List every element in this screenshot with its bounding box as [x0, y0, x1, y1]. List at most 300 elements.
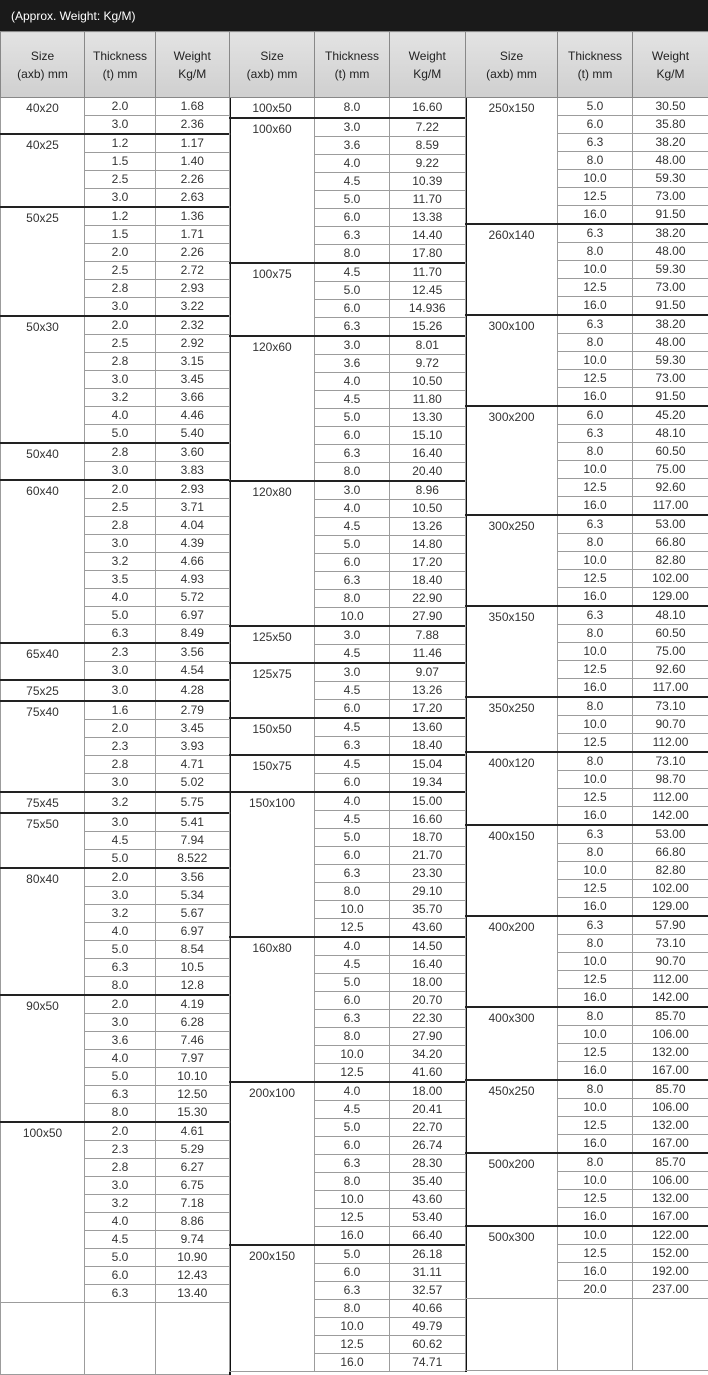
weight-cell: 167.00 — [633, 1208, 708, 1227]
weight-cell: 10.5 — [156, 959, 230, 977]
table-row — [1, 98, 230, 116]
thickness-cell: 12.5 — [558, 661, 633, 679]
weight-cell: 6.97 — [156, 923, 230, 941]
weight-cell: 9.72 — [390, 355, 466, 373]
thickness-cell: 8.0 — [558, 1153, 633, 1172]
weight-cell: 48.00 — [633, 243, 708, 261]
thickness-cell: 2.0 — [85, 868, 156, 887]
weight-cell: 132.00 — [633, 1117, 708, 1135]
thickness-cell: 10.0 — [558, 643, 633, 661]
thickness-cell: 3.0 — [85, 535, 156, 553]
weight-cell: 82.80 — [633, 862, 708, 880]
thickness-cell: 6.3 — [85, 1086, 156, 1104]
thickness-cell: 10.0 — [315, 1318, 390, 1336]
weight-cell: 11.46 — [390, 645, 466, 664]
size-cell: 100x50 — [1, 1122, 85, 1303]
thickness-cell: 6.3 — [558, 606, 633, 625]
thickness-cell: 2.5 — [85, 171, 156, 189]
weight-cell: 6.75 — [156, 1177, 230, 1195]
thickness-cell: 1.2 — [85, 134, 156, 153]
weight-cell: 7.88 — [390, 626, 466, 645]
thickness-cell: 4.5 — [315, 518, 390, 536]
thickness-cell: 3.2 — [85, 1195, 156, 1213]
thickness-cell: 8.0 — [85, 1104, 156, 1123]
weight-cell: 15.10 — [390, 427, 466, 445]
size-cell: 350x250 — [466, 697, 558, 752]
weight-cell: 38.20 — [633, 134, 708, 152]
thickness-cell: 20.0 — [558, 1281, 633, 1299]
weight-cell: 2.72 — [156, 262, 230, 280]
thickness-cell: 4.0 — [85, 1050, 156, 1068]
thickness-cell: 10.0 — [558, 1172, 633, 1190]
thickness-cell: 8.0 — [558, 625, 633, 643]
thickness-cell: 2.3 — [85, 643, 156, 662]
weight-cell: 3.71 — [156, 499, 230, 517]
weight-cell: 48.00 — [633, 152, 708, 170]
thickness-cell: 5.0 — [315, 191, 390, 209]
size-cell: 400x300 — [466, 1007, 558, 1080]
weight-cell: 2.36 — [156, 116, 230, 135]
weight-cell: 5.75 — [156, 792, 230, 813]
thickness-cell: 8.0 — [558, 844, 633, 862]
thickness-cell: 2.8 — [85, 1159, 156, 1177]
thickness-cell: 1.2 — [85, 207, 156, 226]
weight-cell: 38.20 — [633, 315, 708, 334]
weight-cell: 22.30 — [390, 1010, 466, 1028]
weight-cell: 2.93 — [156, 480, 230, 499]
thickness-cell: 12.5 — [558, 479, 633, 497]
weight-cell: 35.80 — [633, 116, 708, 134]
thickness-cell: 16.0 — [558, 807, 633, 826]
weight-cell: 2.26 — [156, 244, 230, 262]
weight-table-2 — [229, 31, 467, 1372]
weight-cell: 13.38 — [390, 209, 466, 227]
weight-cell: 7.97 — [156, 1050, 230, 1068]
thickness-cell: 12.5 — [558, 1245, 633, 1263]
thickness-cell: 3.0 — [85, 116, 156, 135]
thickness-cell: 3.2 — [85, 905, 156, 923]
thickness-cell: 4.5 — [315, 645, 390, 664]
weight-cell: 2.26 — [156, 171, 230, 189]
weight-cell: 98.70 — [633, 771, 708, 789]
thickness-cell: 10.0 — [315, 1046, 390, 1064]
weight-cell: 82.80 — [633, 552, 708, 570]
thickness-cell: 4.5 — [315, 718, 390, 737]
size-cell: 100x60 — [230, 118, 315, 263]
weight-cell: 15.04 — [390, 755, 466, 774]
weight-cell: 85.70 — [633, 1153, 708, 1172]
weight-cell: 38.20 — [633, 224, 708, 243]
weight-cell: 74.71 — [390, 1354, 466, 1372]
header-row — [466, 32, 708, 98]
size-cell: 120x60 — [230, 336, 315, 481]
thickness-cell: 6.3 — [315, 737, 390, 756]
weight-cell: 60.62 — [390, 1336, 466, 1354]
weight-cell: 4.71 — [156, 756, 230, 774]
thickness-cell: 2.3 — [85, 1141, 156, 1159]
table-row — [1, 480, 230, 499]
thickness-cell: 8.0 — [558, 1007, 633, 1026]
thickness-cell: 10.0 — [558, 1226, 633, 1245]
size-cell: 75x45 — [1, 792, 85, 813]
size-cell: 350x150 — [466, 606, 558, 697]
weight-cell: 167.00 — [633, 1135, 708, 1154]
weight-cell: 2.79 — [156, 701, 230, 720]
thickness-cell: 8.0 — [558, 935, 633, 953]
table-row — [466, 1007, 708, 1026]
weight-cell: 12.45 — [390, 282, 466, 300]
weight-cell: 11.80 — [390, 391, 466, 409]
table-row — [1, 868, 230, 887]
weight-cell: 142.00 — [633, 989, 708, 1008]
size-cell: 300x250 — [466, 515, 558, 606]
weight-cell: 3.83 — [156, 462, 230, 481]
weight-cell: 5.34 — [156, 887, 230, 905]
weight-cell: 73.00 — [633, 370, 708, 388]
weight-cell: 32.57 — [390, 1282, 466, 1300]
weight-cell: 26.74 — [390, 1137, 466, 1155]
thickness-header: Thickness (t) mm — [558, 32, 633, 98]
thickness-cell: 5.0 — [85, 941, 156, 959]
weight-cell: 59.30 — [633, 170, 708, 188]
thickness-cell: 16.0 — [558, 898, 633, 917]
weight-cell: 73.10 — [633, 935, 708, 953]
weight-cell: 4.66 — [156, 553, 230, 571]
weight-cell: 8.49 — [156, 625, 230, 644]
weight-cell: 20.41 — [390, 1101, 466, 1119]
size-cell: 80x40 — [1, 868, 85, 995]
thickness-cell: 16.0 — [558, 497, 633, 516]
thickness-cell: 10.0 — [558, 552, 633, 570]
weight-cell: 92.60 — [633, 661, 708, 679]
size-cell: 75x40 — [1, 701, 85, 792]
weight-cell: 3.56 — [156, 643, 230, 662]
size-cell: 150x50 — [230, 718, 315, 755]
weight-cell: 27.90 — [390, 1028, 466, 1046]
size-cell: 500x300 — [466, 1226, 558, 1299]
table-row — [466, 697, 708, 716]
thickness-cell: 2.5 — [85, 335, 156, 353]
thickness-cell: 12.5 — [558, 188, 633, 206]
weight-table-3 — [465, 31, 708, 1371]
thickness-cell: 5.0 — [85, 1249, 156, 1267]
size-cell: 40x25 — [1, 134, 85, 207]
weight-cell: 90.70 — [633, 953, 708, 971]
weight-cell: 75.00 — [633, 643, 708, 661]
thickness-cell: 6.0 — [315, 427, 390, 445]
empty-cell — [633, 1299, 708, 1371]
size-cell: 300x100 — [466, 315, 558, 406]
table-row — [230, 98, 466, 119]
empty-cell — [466, 1299, 558, 1371]
weight-cell: 8.86 — [156, 1213, 230, 1231]
table-row — [466, 406, 708, 425]
weight-cell: 90.70 — [633, 716, 708, 734]
empty-cell — [85, 1303, 156, 1375]
thickness-cell: 2.5 — [85, 499, 156, 517]
weight-cell: 12.8 — [156, 977, 230, 996]
weight-cell: 91.50 — [633, 206, 708, 225]
thickness-cell: 4.5 — [85, 1231, 156, 1249]
thickness-cell: 4.5 — [315, 811, 390, 829]
weight-cell: 49.79 — [390, 1318, 466, 1336]
weight-cell: 3.45 — [156, 371, 230, 389]
weight-cell: 53.40 — [390, 1209, 466, 1227]
weight-cell: 66.40 — [390, 1227, 466, 1246]
thickness-cell: 3.0 — [85, 774, 156, 793]
weight-cell: 129.00 — [633, 588, 708, 607]
thickness-cell: 4.0 — [315, 1082, 390, 1101]
thickness-cell: 3.0 — [85, 189, 156, 208]
weight-table-1 — [0, 31, 231, 1375]
empty-filler-row — [1, 1303, 230, 1375]
thickness-cell: 2.0 — [85, 720, 156, 738]
size-cell: 100x75 — [230, 263, 315, 336]
thickness-cell: 6.0 — [315, 700, 390, 719]
table-row — [466, 315, 708, 334]
weight-cell: 18.40 — [390, 737, 466, 756]
thickness-cell: 8.0 — [558, 152, 633, 170]
weight-cell: 57.90 — [633, 916, 708, 935]
weight-cell: 112.00 — [633, 789, 708, 807]
thickness-cell: 8.0 — [558, 243, 633, 261]
thickness-cell: 4.5 — [315, 1101, 390, 1119]
thickness-cell: 12.5 — [558, 789, 633, 807]
weight-cell: 10.10 — [156, 1068, 230, 1086]
table-row — [1, 813, 230, 832]
thickness-cell: 6.3 — [558, 425, 633, 443]
weight-cell: 15.30 — [156, 1104, 230, 1123]
thickness-cell: 6.3 — [558, 134, 633, 152]
weight-cell: 2.32 — [156, 316, 230, 335]
size-header: Size (axb) mm — [230, 32, 315, 98]
weight-cell: 43.60 — [390, 919, 466, 938]
weight-cell: 92.60 — [633, 479, 708, 497]
thickness-cell: 2.0 — [85, 480, 156, 499]
thickness-cell: 16.0 — [315, 1227, 390, 1246]
weight-cell: 18.00 — [390, 1082, 466, 1101]
weight-cell: 10.39 — [390, 173, 466, 191]
thickness-cell: 4.5 — [315, 682, 390, 700]
thickness-cell: 5.0 — [85, 425, 156, 444]
thickness-cell: 8.0 — [315, 245, 390, 264]
weight-cell: 59.30 — [633, 352, 708, 370]
thickness-cell: 6.0 — [85, 1267, 156, 1285]
thickness-cell: 8.0 — [315, 98, 390, 119]
thickness-cell: 4.5 — [315, 173, 390, 191]
thickness-cell: 8.0 — [558, 1080, 633, 1099]
thickness-cell: 6.0 — [558, 406, 633, 425]
thickness-cell: 2.8 — [85, 517, 156, 535]
thickness-cell: 8.0 — [315, 1028, 390, 1046]
weight-cell: 102.00 — [633, 570, 708, 588]
weight-cell: 106.00 — [633, 1172, 708, 1190]
weight-cell: 91.50 — [633, 388, 708, 407]
thickness-cell: 8.0 — [315, 590, 390, 608]
weight-cell: 112.00 — [633, 971, 708, 989]
size-cell: 100x50 — [230, 98, 315, 119]
weight-cell: 4.61 — [156, 1122, 230, 1141]
thickness-cell: 4.5 — [85, 832, 156, 850]
thickness-cell: 5.0 — [315, 536, 390, 554]
header-row — [1, 32, 230, 98]
weight-cell: 4.93 — [156, 571, 230, 589]
table-row — [1, 701, 230, 720]
weight-cell: 29.10 — [390, 883, 466, 901]
weight-cell: 8.522 — [156, 850, 230, 869]
weight-cell: 2.92 — [156, 335, 230, 353]
table-row — [230, 626, 466, 645]
weight-cell: 5.40 — [156, 425, 230, 444]
weight-cell: 129.00 — [633, 898, 708, 917]
weight-cell: 106.00 — [633, 1099, 708, 1117]
table-row — [230, 718, 466, 737]
weight-cell: 6.97 — [156, 607, 230, 625]
thickness-cell: 5.0 — [558, 98, 633, 116]
thickness-cell: 10.0 — [558, 1026, 633, 1044]
thickness-cell: 16.0 — [558, 1135, 633, 1154]
size-cell: 500x200 — [466, 1153, 558, 1226]
thickness-cell: 8.0 — [558, 752, 633, 771]
table-row — [1, 316, 230, 335]
weight-cell: 5.02 — [156, 774, 230, 793]
size-cell: 250x150 — [466, 98, 558, 225]
thickness-cell: 3.5 — [85, 571, 156, 589]
size-cell: 50x30 — [1, 316, 85, 443]
weight-cell: 2.63 — [156, 189, 230, 208]
weight-cell: 152.00 — [633, 1245, 708, 1263]
size-cell: 150x100 — [230, 792, 315, 937]
weight-cell: 91.50 — [633, 297, 708, 316]
weight-cell: 7.22 — [390, 118, 466, 137]
thickness-cell: 3.0 — [85, 662, 156, 681]
thickness-cell: 4.5 — [315, 956, 390, 974]
empty-cell — [558, 1299, 633, 1371]
thickness-cell: 12.5 — [558, 880, 633, 898]
thickness-cell: 10.0 — [315, 1191, 390, 1209]
weight-cell: 60.50 — [633, 443, 708, 461]
thickness-cell: 12.5 — [558, 734, 633, 753]
thickness-cell: 6.3 — [315, 865, 390, 883]
weight-cell: 16.60 — [390, 98, 466, 119]
thickness-cell: 6.3 — [558, 825, 633, 844]
thickness-cell: 6.3 — [315, 572, 390, 590]
table-row — [230, 792, 466, 811]
weight-cell: 18.00 — [390, 974, 466, 992]
thickness-cell: 10.0 — [558, 461, 633, 479]
size-cell: 160x80 — [230, 937, 315, 1082]
thickness-cell: 1.5 — [85, 226, 156, 244]
weight-cell: 45.20 — [633, 406, 708, 425]
thickness-header: Thickness (t) mm — [315, 32, 390, 98]
weight-cell: 16.40 — [390, 445, 466, 463]
weight-cell: 27.90 — [390, 608, 466, 627]
weight-cell: 4.19 — [156, 995, 230, 1014]
size-cell: 400x150 — [466, 825, 558, 916]
weight-cell: 2.93 — [156, 280, 230, 298]
weight-cell: 40.66 — [390, 1300, 466, 1318]
size-cell: 300x200 — [466, 406, 558, 515]
thickness-cell: 4.0 — [315, 500, 390, 518]
weight-cell: 48.10 — [633, 425, 708, 443]
weight-cell: 18.40 — [390, 572, 466, 590]
weight-cell: 10.50 — [390, 373, 466, 391]
weight-cell: 4.28 — [156, 680, 230, 701]
thickness-cell: 5.0 — [85, 1068, 156, 1086]
table-row — [466, 606, 708, 625]
table-row — [466, 1153, 708, 1172]
weight-cell: 6.28 — [156, 1014, 230, 1032]
thickness-cell: 12.5 — [558, 279, 633, 297]
weight-cell: 22.90 — [390, 590, 466, 608]
thickness-cell: 1.6 — [85, 701, 156, 720]
weight-note: (Approx. Weight: Kg/M) — [0, 0, 708, 31]
weight-cell: 1.17 — [156, 134, 230, 153]
weight-cell: 1.71 — [156, 226, 230, 244]
weight-cell: 13.30 — [390, 409, 466, 427]
table-row — [466, 98, 708, 116]
table-row — [1, 995, 230, 1014]
size-cell: 200x100 — [230, 1082, 315, 1245]
thickness-cell: 16.0 — [558, 1208, 633, 1227]
thickness-cell: 12.5 — [558, 971, 633, 989]
weight-cell: 4.04 — [156, 517, 230, 535]
size-cell: 400x200 — [466, 916, 558, 1007]
weight-cell: 117.00 — [633, 679, 708, 698]
weight-cell: 28.30 — [390, 1155, 466, 1173]
weight-cell: 8.54 — [156, 941, 230, 959]
thickness-cell: 8.0 — [315, 883, 390, 901]
size-cell: 450x250 — [466, 1080, 558, 1153]
thickness-cell: 5.0 — [85, 607, 156, 625]
table-row — [466, 515, 708, 534]
weight-cell: 35.70 — [390, 901, 466, 919]
thickness-cell: 16.0 — [558, 1062, 633, 1081]
weight-cell: 192.00 — [633, 1263, 708, 1281]
weight-cell: 5.72 — [156, 589, 230, 607]
weight-cell: 8.96 — [390, 481, 466, 500]
weight-cell: 73.00 — [633, 188, 708, 206]
thickness-cell: 6.0 — [315, 554, 390, 572]
thickness-cell: 10.0 — [558, 716, 633, 734]
thickness-cell: 6.0 — [315, 209, 390, 227]
weight-cell: 9.07 — [390, 663, 466, 682]
thickness-cell: 3.0 — [85, 1014, 156, 1032]
weight-cell: 66.80 — [633, 844, 708, 862]
weight-cell: 4.54 — [156, 662, 230, 681]
table-row — [1, 680, 230, 701]
thickness-cell: 3.0 — [85, 813, 156, 832]
thickness-cell: 3.0 — [315, 626, 390, 645]
weight-cell: 1.68 — [156, 98, 230, 116]
weight-cell: 17.80 — [390, 245, 466, 264]
table-row — [230, 263, 466, 282]
weight-cell: 48.00 — [633, 334, 708, 352]
size-cell: 50x40 — [1, 443, 85, 480]
weight-cell: 106.00 — [633, 1026, 708, 1044]
size-cell: 65x40 — [1, 643, 85, 680]
size-cell: 40x20 — [1, 98, 85, 135]
thickness-cell: 2.5 — [85, 262, 156, 280]
weight-cell: 73.10 — [633, 697, 708, 716]
weight-cell: 102.00 — [633, 880, 708, 898]
thickness-cell: 10.0 — [558, 1099, 633, 1117]
thickness-cell: 2.0 — [85, 995, 156, 1014]
weight-cell: 4.39 — [156, 535, 230, 553]
thickness-cell: 3.6 — [315, 137, 390, 155]
table-row — [230, 937, 466, 956]
weight-cell: 85.70 — [633, 1007, 708, 1026]
